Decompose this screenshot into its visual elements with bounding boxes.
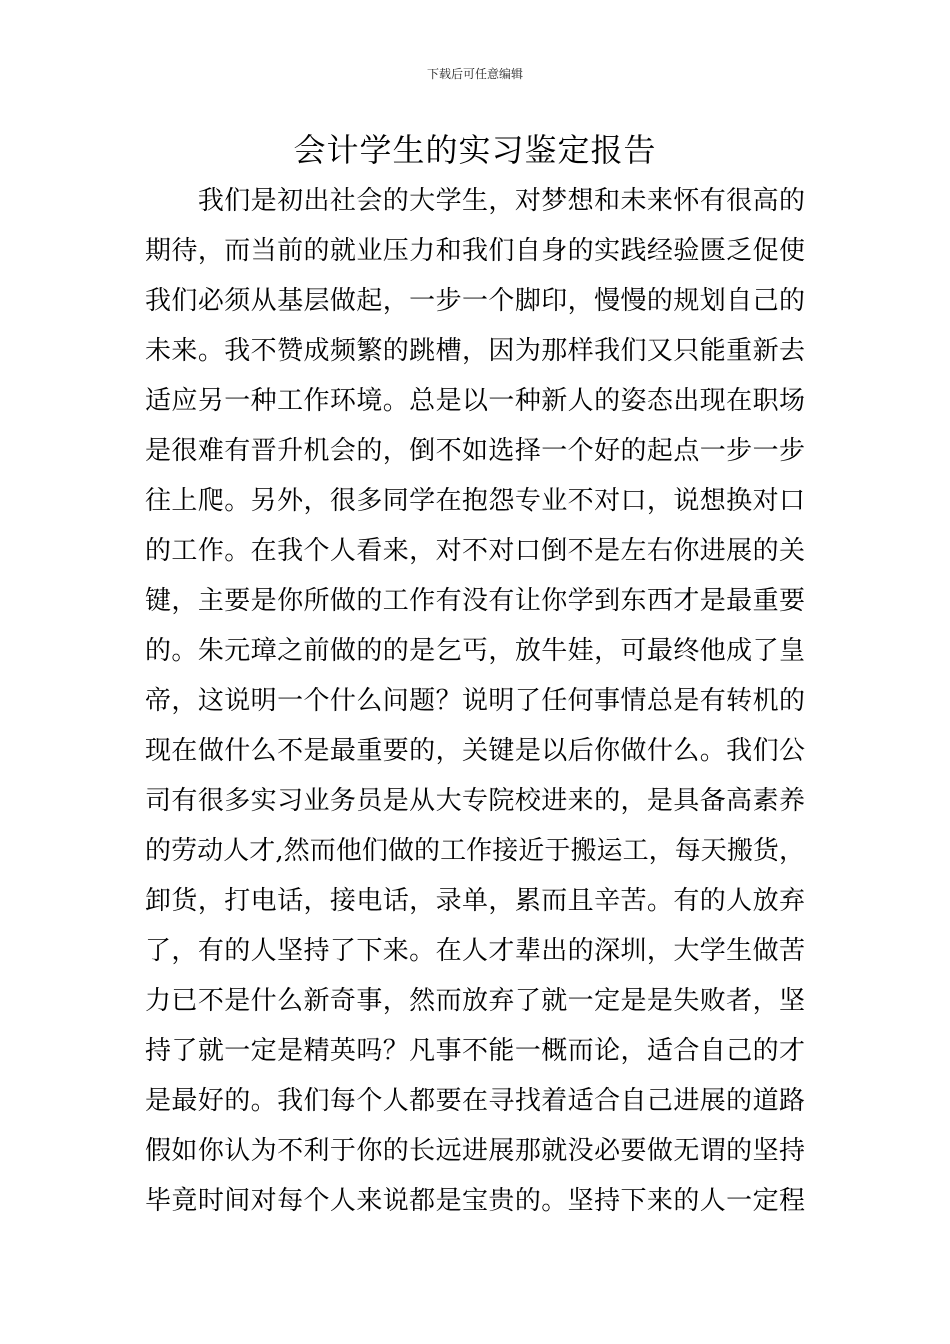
body-line: 假如你认为不利于你的长远进展那就没必要做无谓的坚持 xyxy=(145,1136,805,1166)
body-line: 适应另一种工作环境。总是以一种新人的姿态出现在职场 xyxy=(145,386,805,416)
body-line: 帝，这说明一个什么问题？说明了任何事情总是有转机的 xyxy=(145,686,805,716)
body-line: 的工作。在我个人看来，对不对口倒不是左右你进展的关 xyxy=(145,536,805,566)
document-title: 会计学生的实习鉴定报告 xyxy=(293,131,657,169)
body-line: 我们是初出社会的大学生，对梦想和未来怀有很高的 xyxy=(145,186,805,216)
body-line: 现在做什么不是最重要的，关键是以后你做什么。我们公 xyxy=(145,736,805,766)
page-header-note: 下载后可任意编辑 xyxy=(426,67,523,81)
body-line: 未来。我不赞成频繁的跳槽，因为那样我们又只能重新去 xyxy=(145,336,805,366)
body-line: 力已不是什么新奇事，然而放弃了就一定是是失败者，坚 xyxy=(145,986,805,1016)
body-line: 是最好的。我们每个人都要在寻找着适合自己进展的道路 xyxy=(145,1086,805,1116)
body-line: 的劳动人才,然而他们做的工作接近于搬运工，每天搬货， xyxy=(145,836,805,866)
body-line: 期待，而当前的就业压力和我们自身的实践经验匮乏促使 xyxy=(145,236,805,266)
body-line: 司有很多实习业务员是从大专院校进来的，是具备高素养 xyxy=(145,786,805,816)
body-line: 了，有的人坚持了下来。在人才辈出的深圳，大学生做苦 xyxy=(145,936,805,966)
body-line: 卸货，打电话，接电话，录单，累而且辛苦。有的人放弃 xyxy=(145,886,805,916)
body-line: 的。朱元璋之前做的的是乞丐，放牛娃，可最终他成了皇 xyxy=(145,636,805,666)
body-line: 持了就一定是精英吗？凡事不能一概而论，适合自己的才 xyxy=(145,1036,805,1066)
body-line: 键，主要是你所做的工作有没有让你学到东西才是最重要 xyxy=(145,586,805,616)
body-line: 是很难有晋升机会的，倒不如选择一个好的起点一步一步 xyxy=(145,436,805,466)
body-line: 我们必须从基层做起，一步一个脚印，慢慢的规划自己的 xyxy=(145,286,805,316)
body-line: 往上爬。另外，很多同学在抱怨专业不对口，说想换对口 xyxy=(145,486,805,516)
body-paragraph xyxy=(145,176,805,1226)
body-line: 毕竟时间对每个人来说都是宝贵的。坚持下来的人一定程 xyxy=(145,1186,805,1216)
